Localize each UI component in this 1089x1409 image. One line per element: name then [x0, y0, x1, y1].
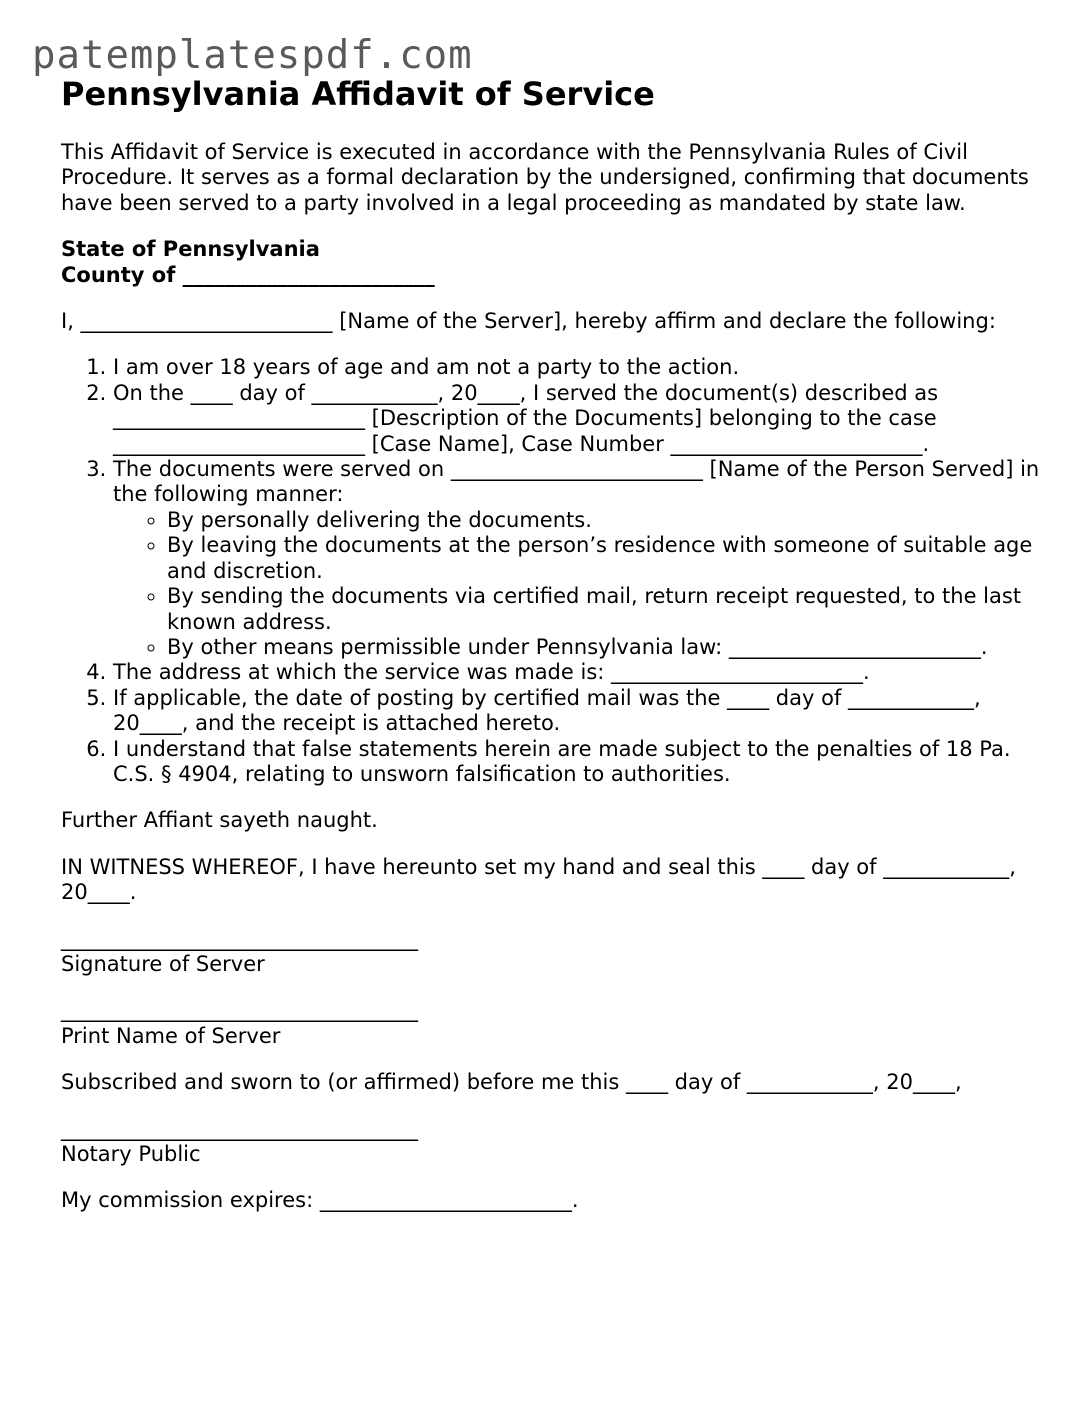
venue-block [61, 237, 1051, 288]
print-name-line: __________________________________ [61, 998, 418, 1023]
list-item: 2. On the ____ day of ____________, 20____, I served the document(s) described as ________________________ [Description of the Documents] belonging to the case ________________________ [Case Name], Case Number ________________________. [113, 381, 1051, 457]
list-item: 4. The address at which the service was made is: ________________________. [113, 660, 1051, 685]
county-line: County of ________________________ [61, 262, 435, 287]
print-name-block [61, 998, 1051, 1049]
service-method-item: ◦ By other means permissible under Pennsylvania law: ________________________. [167, 635, 1051, 660]
signature-label: Signature of Server [61, 951, 265, 976]
signature-block [61, 927, 1051, 978]
further-affiant-line: Further Affiant sayeth naught. [61, 808, 378, 833]
state-line: State of Pennsylvania [61, 237, 320, 262]
document-title: Pennsylvania Affidavit of Service [61, 75, 655, 113]
declaration-line: I, ________________________ [Name of the Server], hereby affirm and declare the following: [61, 309, 996, 334]
service-method-item: ◦ By sending the documents via certified mail, return receipt requested, to the last known address. [167, 584, 1051, 635]
subscribed-line: Subscribed and sworn to (or affirmed) before me this ____ day of ____________, 20____, [61, 1070, 962, 1095]
notary-label: Notary Public [61, 1142, 201, 1166]
list-item: 6. I understand that false statements herein are made subject to the penalties of 18 Pa. C.S. § 4904, relating to unsworn falsification to authorities. [113, 737, 1051, 788]
service-method-item: ◦ By leaving the documents at the person’s residence with someone of suitable age and discretion. [167, 533, 1051, 584]
commission-line: My commission expires: ________________________. [61, 1188, 579, 1213]
print-name-label: Print Name of Server [61, 1023, 281, 1048]
notary-line: __________________________________ [61, 1116, 418, 1141]
service-method-list [113, 508, 1051, 660]
list-item: 5. If applicable, the date of posting by certified mail was the ____ day of ____________, 20____, and the receipt is attached hereto. [113, 686, 1051, 737]
notary-block [61, 1117, 1051, 1168]
list-item: 1. I am over 18 years of age and am not a party to the action. [113, 355, 1051, 380]
signature-line: __________________________________ [61, 926, 418, 951]
list-item: 3. The documents were served on ________________________ [Name of the Person Served] in the following manner: ◦ By personally delivering the documents. ◦ By leaving the documents at the person’s residence with someone of suitable age and discretion. ◦ By sending the documents via certified mail, return receipt requested, to the last known address. ◦ By other means permissible under Pennsylvania law: ________________________. [113, 457, 1051, 660]
affirmation-list [61, 355, 1051, 787]
document-body [61, 140, 1051, 1235]
intro-paragraph: This Affidavit of Service is executed in accordance with the Pennsylvania Rules of Civil Procedure. It serves as a formal declaration by the undersigned, confirming that documents have been served to a party involved in a legal proceeding as mandated by state law. [61, 140, 1029, 215]
watermark-text: patemplatespdf.com [32, 33, 473, 78]
witness-paragraph: IN WITNESS WHEREOF, I have hereunto set my hand and seal this ____ day of ____________, 20____. [61, 854, 1016, 905]
service-method-item: ◦ By personally delivering the documents. [167, 508, 1051, 533]
